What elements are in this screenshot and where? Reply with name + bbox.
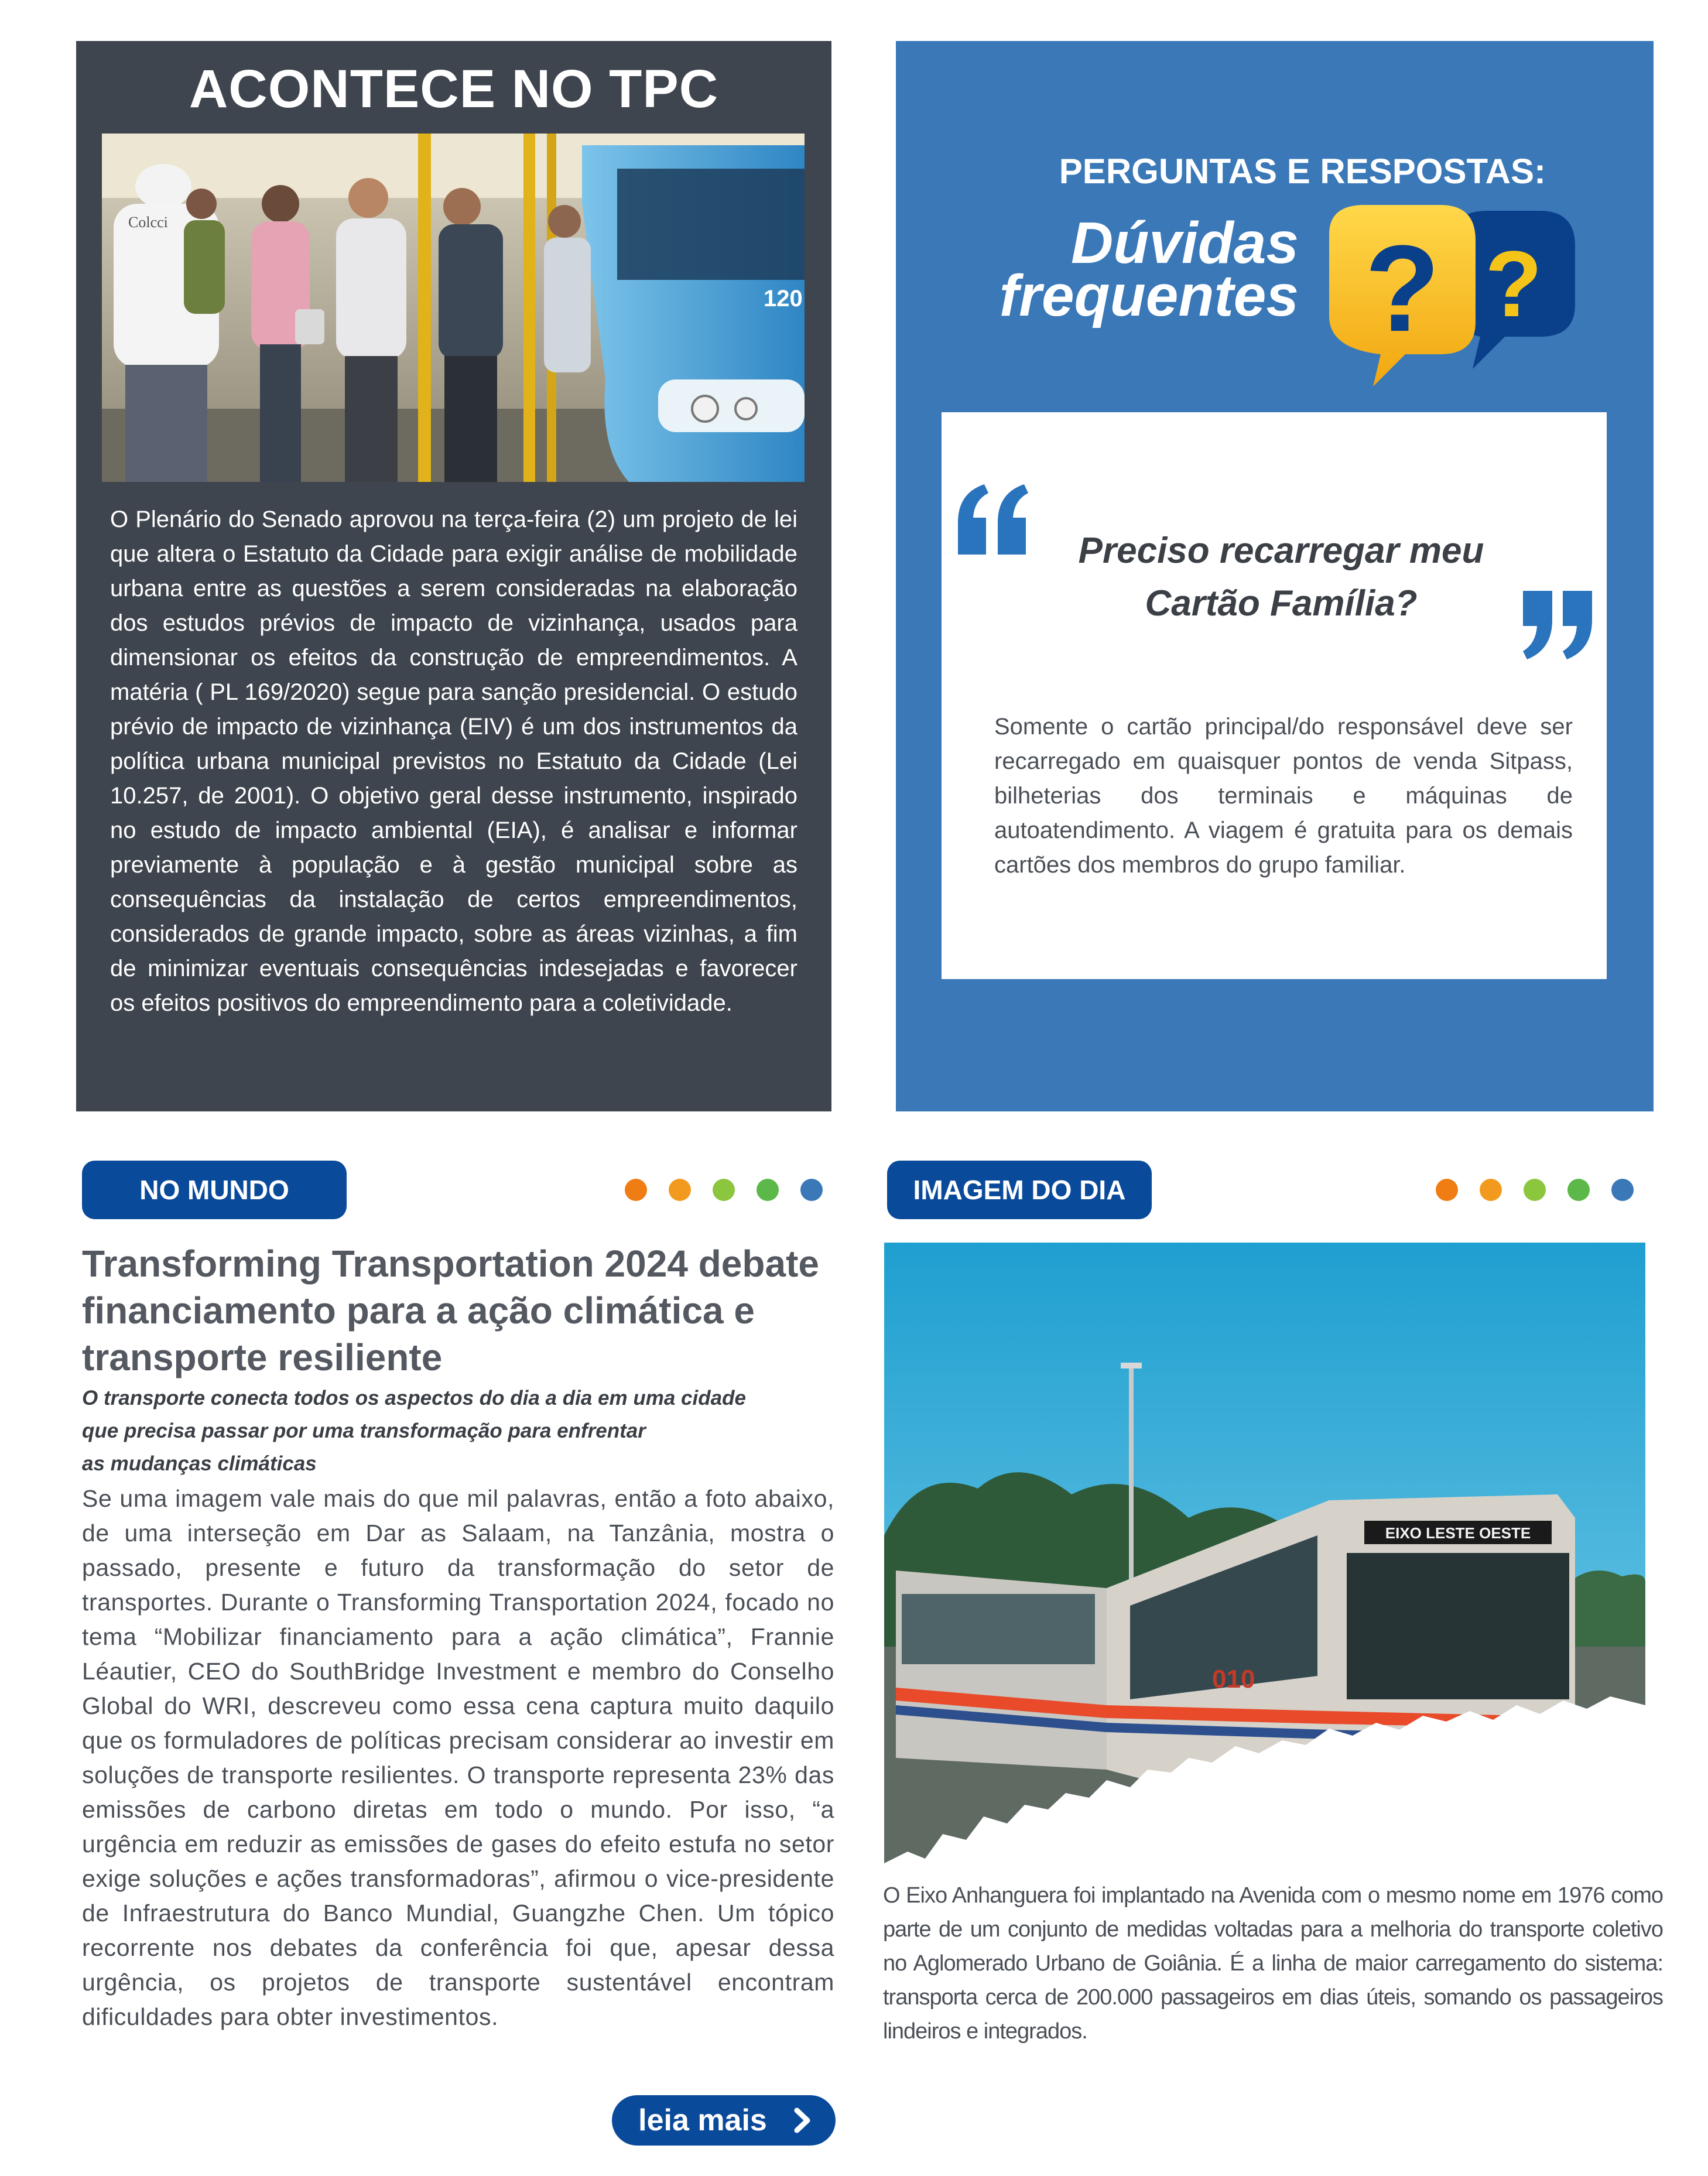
imagem-do-dia-caption: O Eixo Anhanguera foi implantado na Avenida com o mesmo nome em 1976 como parte de um conjunto de medidas voltadas para a melhoria do transporte coletivo no Aglomerado Urbano de Goiânia. É a linha de maior carregamento do sistema: transporta cerca de 200.000 passageiros em dias úteis, somando os passageiros lindeiros e integrados. xyxy=(883,1883,1663,2044)
bus-number-label: 120 xyxy=(764,286,803,312)
decorative-dot xyxy=(625,1179,647,1201)
acontece-title: ACONTECE NO TPC xyxy=(189,59,719,119)
no-mundo-subtitle xyxy=(82,1382,843,1480)
no-mundo-section-label: NO MUNDO xyxy=(82,1161,347,1219)
question-bubbles-icon xyxy=(1317,199,1575,398)
destination-sign-text: EIXO LESTE OESTE xyxy=(1385,1524,1531,1542)
no-mundo-subtitle-line3: as mudanças climáticas xyxy=(82,1452,317,1475)
faq-answer: Somente o cartão principal/do responsável deve ser recarregado em quaisquer pontos de venda Sitpass, bilheterias dos terminais e máquinas de autoatendimento. A viagem é gratuita para os demais cartões dos membros do grupo familiar. xyxy=(994,714,1573,878)
faq-question xyxy=(1035,525,1527,630)
faq-title-line2: frequentes xyxy=(999,263,1299,329)
shirt-print: Colcci xyxy=(128,214,168,231)
chevron-right-icon xyxy=(789,2107,816,2134)
decorative-dot xyxy=(669,1179,691,1201)
decorative-dot xyxy=(1436,1179,1458,1201)
fleet-number-text: 010 xyxy=(1212,1665,1255,1693)
articulated-bus-photo xyxy=(884,1243,1645,1881)
faq-panel xyxy=(896,41,1654,1111)
read-more-button[interactable] xyxy=(612,2095,836,2146)
faq-question-line1: Preciso recarregar meu xyxy=(1078,531,1484,571)
decorative-dot xyxy=(1567,1179,1590,1201)
no-mundo-body: Se uma imagem vale mais do que mil palavras, então a foto abaixo, de uma interseção em Dar as Salaam, na Tanzânia, mostra o passado, presente e futuro da transformação do setor de transportes. Durante o Transforming Transportation 2024, focado no tema “Mobilizar financiamento para a ação climática”, Frannie Léautier, CEO do SouthBridge Investment e membro do Conselho Global do WRI, descreveu como essa cena captura muito daquilo que os formuladores de políticas precisam considerar ao investir em soluções de transporte resilientes. O transporte representa 23% das emissões de carbono diretas em todo o mundo. Por isso, “a urgência em reduzir as emissões de gases do efeito estufa no setor exige soluções e ações transformadoras”, afirmou o vice-presidente de Infraestrutura do Banco Mundial, Guangzhe Chen. Um tópico recorrente nos debates da conferência foi que, apesar dessa urgência, os projetos de transporte sustentável encontram dificuldades para obter investimentos. xyxy=(82,1485,834,2030)
decorative-dot xyxy=(1524,1179,1546,1201)
decorative-dot xyxy=(713,1179,735,1201)
close-quote-icon xyxy=(1518,588,1597,661)
no-mundo-headline: Transforming Transportation 2024 debate financiamento para a ação climática e transporte resiliente xyxy=(82,1243,819,1378)
imagem-do-dia-section-label: IMAGEM DO DIA xyxy=(887,1161,1152,1219)
acontece-panel xyxy=(76,41,831,1111)
decorative-dot xyxy=(1480,1179,1502,1201)
faq-kicker: PERGUNTAS E RESPOSTAS: xyxy=(1059,152,1546,191)
decorative-dot xyxy=(1611,1179,1634,1201)
large-question-mark: ? xyxy=(1364,220,1440,357)
acontece-body: O Plenário do Senado aprovou na terça-feira (2) um projeto de lei que altera o Estatuto da Cidade para exigir análise de mobilidade urbana entre as questões a serem consideradas na elaboração dos estudos prévios de impacto de vizinhança, usados para dimensionar os efeitos da construção de empreendimentos. A matéria ( PL 169/2020) segue para sanção presidencial. O estudo prévio de impacto de vizinhança (EIV) é um dos instrumentos da política urbana municipal previstos no Estatuto da Cidade (Lei 10.257, de 2001). O objetivo geral desse instrumento, inspirado no estudo de impacto ambiental (EIA), é analisar e informar previamente à população e à gestão municipal sobre as consequências da instalação de certos empreendimentos, considerados de grande impacto, sobre as áreas vizinhas, a fim de minimizar eventuais consequências indesejadas e favorecer os efeitos positivos do empreendimento para a coletividade. xyxy=(110,507,797,1016)
no-mundo-subtitle-line2: que precisa passar por uma transformação para enfrentar xyxy=(82,1419,646,1442)
faq-title-line1: Dúvidas xyxy=(1070,210,1299,276)
read-more-label: leia mais xyxy=(638,2103,767,2137)
open-quote-icon xyxy=(952,481,1034,557)
faq-title xyxy=(896,210,1299,329)
bus-boarding-photo xyxy=(102,134,805,482)
faq-question-line2: Cartão Família? xyxy=(1145,583,1418,624)
decorative-dot xyxy=(757,1179,779,1201)
small-question-mark: ? xyxy=(1485,231,1542,336)
no-mundo-subtitle-line1: O transporte conecta todos os aspectos do dia a dia em uma cidade xyxy=(82,1387,746,1409)
decorative-dot xyxy=(800,1179,823,1201)
faq-card xyxy=(942,412,1607,979)
